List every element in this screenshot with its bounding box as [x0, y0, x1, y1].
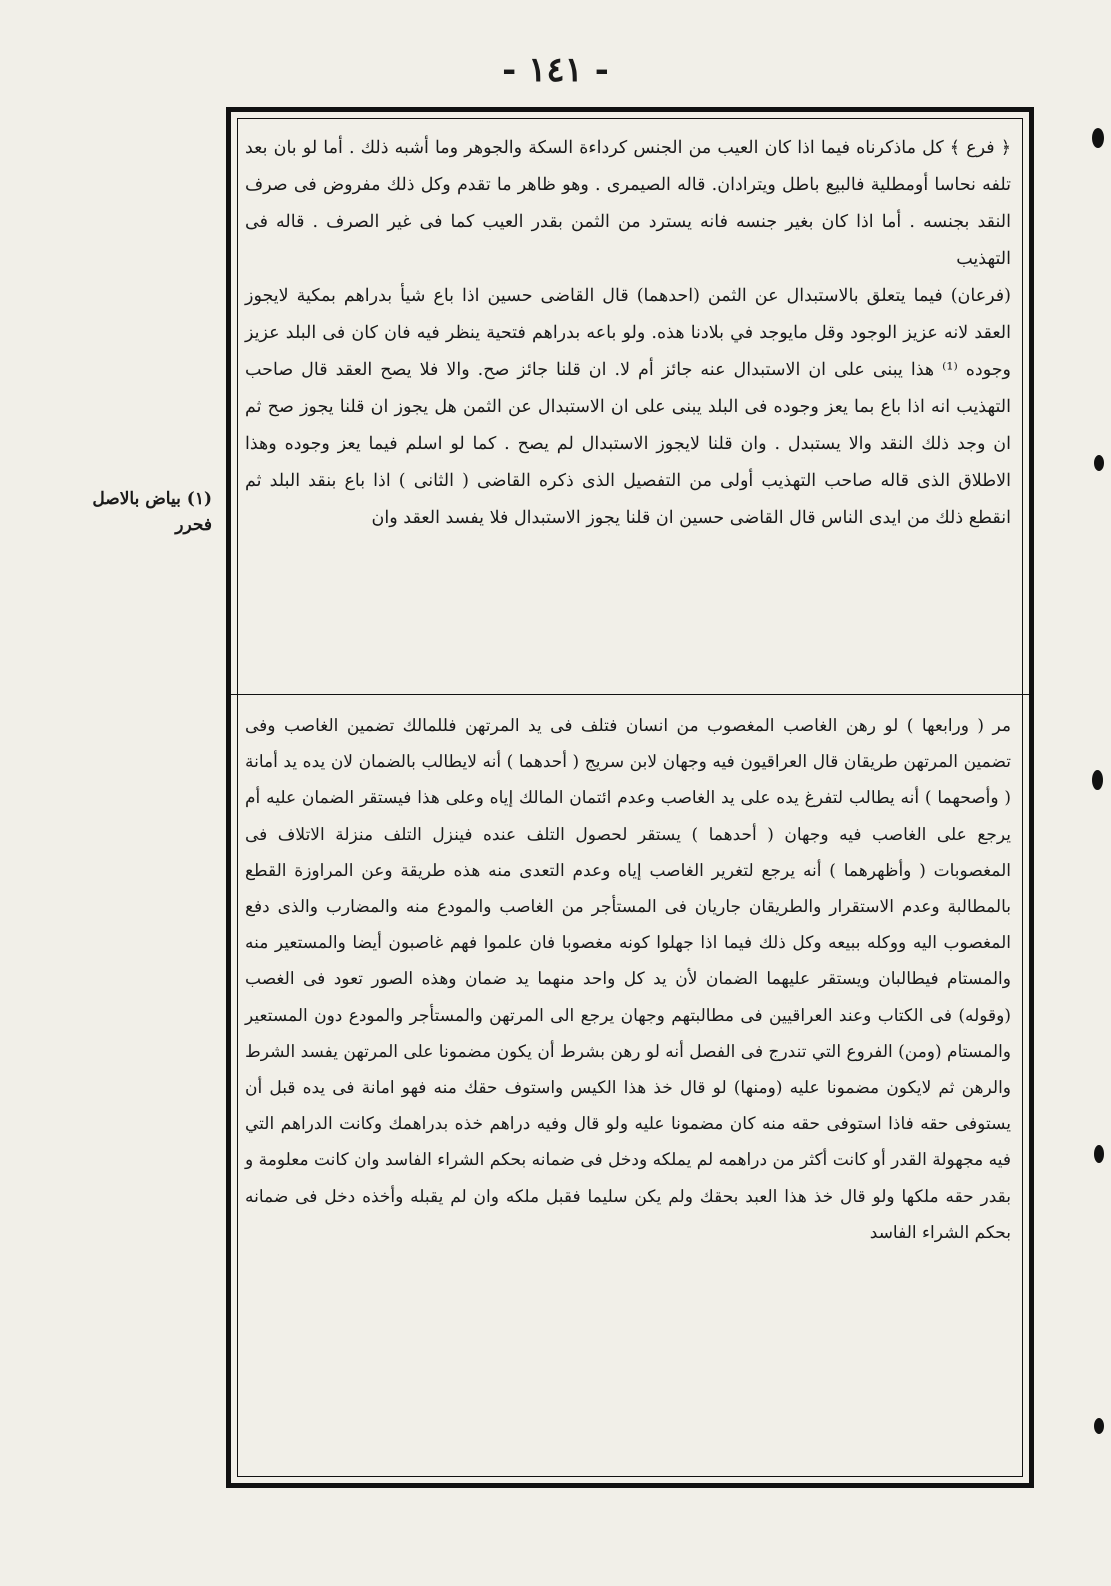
ink-mark [1094, 1145, 1104, 1163]
ink-mark [1092, 770, 1103, 790]
margin-footnote: (١) بياض بالاصل فحرر [92, 489, 212, 535]
ink-mark [1092, 128, 1104, 148]
text-frame [226, 107, 1034, 1488]
upper-text-block [245, 130, 1011, 537]
page-number: - ١٤١ - [502, 50, 609, 90]
ink-mark [1094, 455, 1104, 471]
ink-mark [1094, 1418, 1104, 1434]
section-divider [231, 694, 1029, 695]
paragraph-far3an: (فرعان) فيما يتعلق بالاستبدال عن الثمن (احدهما) قال القاضى حسين اذا باع شيأ بدراهم بمكية لايجوز العقد لانه عزيز الوجود وقل مايوجد في بلادنا هذه. ولو باعه بدراهم فتحية ينظر فيه فان كان فى البلد عزيز وجوده ⁽¹⁾ هذا يبنى على ان الاستبدال عنه جائز أم لا. ان قلنا جائز صح. والا فلا يصح العقد قال صاحب التهذيب انه اذا باع بما يعز وجوده فى البلد يبنى على ان الاستبدال عن الثمن هل يجوز ان قلنا يجوز صح ثم ان وجد ذلك النقد والا يستبدل . وان قلنا لايجوز الاستبدال لم يصح . كما لو اسلم فيما يعز وجوده وهذا الاطلاق الذى قاله صاحب التهذيب أولى من التفصيل الذى ذكره القاضى ( الثانى ) اذا باع بنقد البلد ثم انقطع ذلك من ايدى الناس قال القاضى حسين ان قلنا يجوز الاستبدال فلا يفسد العقد وان [245, 286, 1011, 528]
paragraph-commentary: مر ( ورابعها ) لو رهن الغاصب المغصوب من انسان فتلف فى يد المرتهن فللمالك تضمين الغاصب وفى تضمين المرتهن طريقان قال العراقيون فيه وجهان لابن سريج ( أحدهما ) أنه لايطالب بالضمان لان يده يد أمانة ( وأصحهما ) أنه يطالب لتفرغ يده على يد الغاصب وعدم ائتمان المالك إياه وعلى هذا فيستقر الضمان عليه أم يرجع على الغاصب فيه وجهان ( أحدهما ) يستقر لحصول التلف عنده فينزل التلف منزلة الاتلاف فى المغصوبات ( وأظهرهما ) أنه يرجع لتغرير الغاصب إياه وعدم التعدى منه هذه طريقة وعن المراوزة القطع بالمطالبة وعدم الاستقرار والطريقان جاريان فى المستأجر من الغاصب والمودع منه والمضارب والذى دفع المغصوب اليه ووكله ببيعه وكل ذلك فيما اذا جهلوا كونه مغصوبا فان علموا فهم غاصبون أيضا والمستعير منه والمستام فيطالبان ويستقر عليهما الضمان لأن يد كل واحد منهما يد ضمان وهذه الصور تعود فى الغصب (وقوله) فى الكتاب وعند العراقيين فى مطالبتهم وجهان يرجع الى المرتهن والمستأجر والمودع دون المستعير والمستام (ومن) الفروع التي تندرج فى الفصل أنه لو رهن بشرط أن يكون مضمونا على المرتهن يفسد الشرط والرهن ثم لايكون مضمونا عليه (ومنها) لو قال خذ هذا الكيس واستوف حقك منه فهو امانة فى يده قبل أن يستوفى حقه فاذا استوفى حقه منه كان مضمونا عليه ولو قال وفيه دراهم خذه بدراهمك وكانت الدراهم التي فيه مجهولة القدر أو كانت أكثر من دراهمه لم يملكه ودخل فى ضمانه بحكم الشراء الفاسد وان كانت معلومة و بقدر حقه ملكها ولو قال خذ هذا العبد بحقك ولم يكن سليما فقبل ملكه وان لم يقبله وأخذه دخل فى ضمانه بحكم الشراء الفاسد [245, 716, 1011, 1243]
paragraph-far3: ﴿ فرع ﴾ كل ماذكرناه فيما اذا كان العيب من الجنس كرداءة السكة والجوهر وما أشبه ذلك . أما لو بان بعد تلفه نحاسا أومطلية فالبيع باطل ويترادان. قاله الصيمرى . وهو ظاهر ما تقدم وكل ذلك مفروض فى صرف النقد بجنسه . أما اذا كان بغير جنسه فانه يسترد من الثمن بقدر العيب كما فى غير الصرف . قاله فى التهذيب [245, 138, 1011, 269]
lower-text-block [245, 708, 1011, 1251]
